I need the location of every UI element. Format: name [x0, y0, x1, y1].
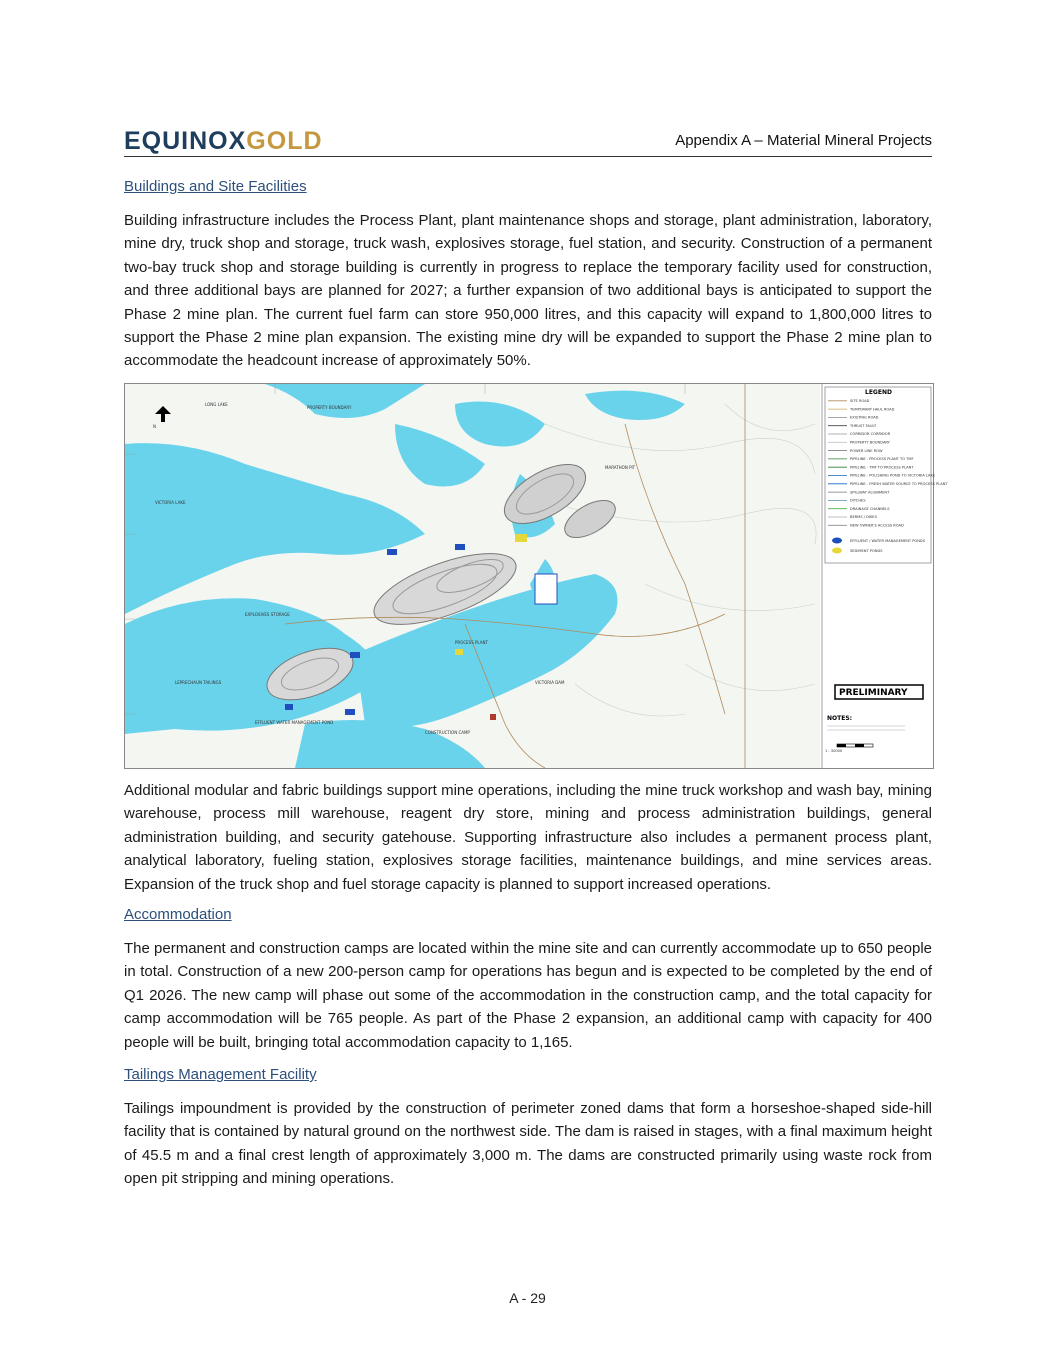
- legend-item-label: PIPELINE - FRESH WATER SOURCE TO PROCESS PLANT: [850, 482, 948, 486]
- site-map-svg: [125, 384, 948, 768]
- legend-item-label: PROPERTY BOUNDARY: [850, 440, 890, 445]
- legend-item-label: DRAINAGE CHANNELS: [850, 506, 890, 511]
- legend-item-label: NEW OWNER'S ACCESS ROAD: [850, 523, 904, 528]
- legend-title: LEGEND: [865, 389, 892, 396]
- logo-text-equinox: EQUINOX: [124, 127, 247, 155]
- map-legend: [822, 384, 948, 768]
- legend-item-label: THRUST FAULT: [850, 423, 877, 428]
- scale-label: 1 : 30000: [825, 749, 843, 753]
- legend-item-label: TEMPORARY HAUL ROAD: [850, 407, 895, 412]
- legend-item-label: DITCHES: [850, 498, 866, 503]
- map-label-process-plant: PROCESS PLANT: [455, 640, 488, 645]
- map-label-long-lake: LONG LAKE: [205, 402, 228, 407]
- map-label-victoria-dam: VICTORIA DAM: [535, 680, 565, 685]
- buildings-heading[interactable]: Buildings and Site Facilities: [124, 178, 307, 195]
- notes-title: NOTES:: [827, 715, 853, 722]
- buildings-paragraph: Building infrastructure includes the Process Plant, plant maintenance shops and storage, plant administration, laboratory, mine dry, truck shop and storage, truck wash, explosives storage, fuel station, and security. Construction of a permanent two-bay truck shop and storage building is currently in progress to replace the temporary facility used for construction, and three additional bays are planned for 2027; a further expansion of two additional bays is anticipated to support the Phase 2 mine plan. The current fuel farm can store 950,000 litres, and this capacity will expand to 1,800,000 litres to support the Phase 2 mine plan expansion. The existing mine dry will be expanded to support the Phase 2 mine plan to accommodate the headcount increase of approximately 50%.: [124, 212, 932, 370]
- legend-pond-label: SEDIMENT PONDS: [850, 549, 883, 553]
- page-number: A - 29: [509, 1290, 546, 1306]
- tailings-paragraph: Tailings impoundment is provided by the construction of perimeter zoned dams that form a horseshoe-shaped side-hill facility that is contained by natural ground on the northwest side. The dam is raised in stages, with a final maximum height of 45.5 m and a final crest length of approximately 3,000 m. The dams are constructed primarily using waste rock from open pit stripping and mining operations.: [124, 1100, 932, 1188]
- map-label-marathon-pit: MARATHON PIT: [605, 465, 636, 470]
- accommodation-paragraph: The permanent and construction camps are located within the mine site and can currently accommodate up to 650 people in total. Construction of a new 200-person camp for operations has begun and is expected to be completed by the end of Q1 2026. The new camp will phase out some of the accommodation in the construction camp, and the total capacity for camp accommodation will be 765 people. As part of the Phase 2 expansion, an additional camp with capacity for 400 people will be built, bringing total accommodation capacity to 1,165.: [124, 940, 932, 1051]
- equinox-gold-logo: [124, 128, 323, 154]
- legend-item-label: POWER LINE ROW: [850, 448, 883, 453]
- legend-item-label: PIPELINE - TMF TO PROCESS PLANT: [850, 465, 914, 470]
- legend-pond-swatch: [832, 548, 842, 554]
- legend-item-label: CORRIDOR CORRIDOR: [850, 432, 891, 437]
- legend-item-label: PIPELINE - POLISHING POND TO VICTORIA LAKE: [850, 473, 936, 478]
- page-header: [124, 128, 932, 157]
- modular-buildings-paragraph: Additional modular and fabric buildings support mine operations, including the mine truck workshop and wash bay, mining warehouse, process mill warehouse, reagent dry store, mining and process administration buildings, general administration building, and security gatehouse. Supporting infrastructure also includes a permanent process plant, analytical laboratory, fueling station, explosives storage facilities, maintenance buildings, and mine services areas. Expansion of the truck shop and fuel storage capacity is planned to support increased operations.: [124, 782, 932, 893]
- site-map-figure: [124, 383, 948, 769]
- map-label-effluent-pond: EFFLUENT WATER MANAGEMENT POND: [255, 720, 334, 725]
- legend-pond-swatch: [832, 538, 842, 544]
- map-label-victoria-lake: VICTORIA LAKE: [155, 500, 186, 505]
- map-label-leprechaun: LEPRECHAUN TAILINGS: [175, 680, 222, 685]
- legend-item-label: SITE ROAD: [850, 399, 870, 403]
- legend-item-label: BERMS / DIKES: [850, 515, 877, 520]
- legend-item-label: PIPELINE - PROCESS PLANT TO TMF: [850, 457, 914, 462]
- map-label-explosives: EXPLOSIVES STORAGE: [245, 612, 290, 617]
- tailings-heading[interactable]: Tailings Management Facility: [124, 1066, 317, 1083]
- appendix-title: Appendix A – Material Mineral Projects: [675, 132, 932, 149]
- legend-item-label: SPILLWAY ALIGNMENT: [850, 490, 890, 495]
- accommodation-heading[interactable]: Accommodation: [124, 906, 232, 923]
- map-label-camp: CONSTRUCTION CAMP: [425, 730, 470, 735]
- preliminary-label: PRELIMINARY: [839, 688, 908, 698]
- map-label-property-boundary: PROPERTY BOUNDARY: [307, 405, 352, 410]
- logo-text-gold: GOLD: [246, 127, 323, 155]
- legend-pond-label: EFFLUENT / WATER MANAGEMENT PONDS: [850, 539, 925, 543]
- svg-text:N: N: [153, 424, 156, 429]
- legend-item-label: EXISTING ROAD: [850, 415, 879, 420]
